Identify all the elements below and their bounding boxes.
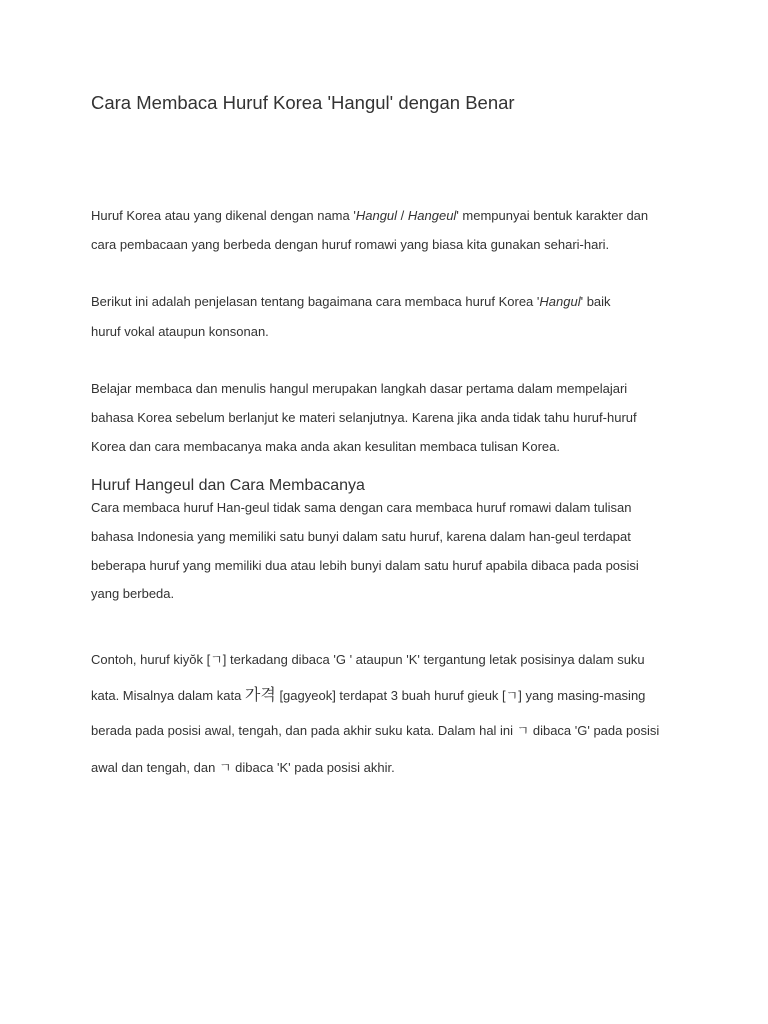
paragraph-5-line-3 (91, 720, 659, 739)
korean-glyph: ㄱ (505, 689, 519, 704)
korean-glyph: ㄱ (516, 724, 530, 739)
paragraph-3-line-2: bahasa Korea sebelum berlanjut ke materi selanjutnya. Karena jika anda tidak tahu huruf-huruf (91, 410, 637, 425)
italic-text: Hangeul (407, 208, 457, 223)
text-run: dibaca 'G' pada posisi (529, 723, 660, 738)
text-run: Huruf Korea atau yang dikenal dengan nama ' (91, 208, 356, 223)
paragraph-5-line-2 (91, 682, 645, 705)
paragraph-3-line-1: Belajar membaca dan menulis hangul merupakan langkah dasar pertama dalam mempelajari (91, 381, 628, 396)
paragraph-3-line-3: Korea dan cara membacanya maka anda akan kesulitan membaca tulisan Korea. (91, 439, 560, 454)
korean-word: 가격 (244, 685, 276, 704)
text-run: berada pada posisi awal, tengah, dan pada akhir suku kata. Dalam hal ini (91, 723, 517, 738)
text-run: Berikut ini adalah penjelasan tentang bagaimana cara membaca huruf Korea ' (91, 294, 540, 309)
document-title: Cara Membaca Huruf Korea 'Hangul' dengan Benar (91, 92, 515, 113)
text-run: ] terkadang dibaca 'G ' ataupun 'K' tergantung letak posisinya dalam suku (222, 652, 645, 667)
text-run: ' mempunyai bentuk karakter dan (456, 208, 649, 223)
paragraph-2-line-1 (91, 294, 611, 309)
text-run: / (397, 208, 408, 223)
korean-glyph: ㄱ (210, 653, 223, 668)
paragraph-4-line-3: beberapa huruf yang memiliki dua atau lebih bunyi dalam satu huruf apabila dibaca pada posisi (91, 558, 639, 573)
paragraph-1-line-1 (91, 208, 648, 223)
text-run: kata. Misalnya dalam kata (91, 688, 245, 703)
paragraph-1-line-2: cara pembacaan yang berbeda dengan huruf romawi yang biasa kita gunakan sehari-hari. (91, 237, 610, 252)
italic-text: Hangul (355, 208, 398, 223)
paragraph-5-line-1 (91, 649, 645, 668)
text-run: dibaca 'K' pada posisi akhir. (231, 760, 395, 775)
text-run: awal dan tengah, dan (91, 760, 219, 775)
paragraph-4-line-4: yang berbeda. (91, 586, 175, 601)
korean-glyph: ㄱ (218, 761, 232, 776)
paragraph-4-line-1: Cara membaca huruf Han-geul tidak sama dengan cara membaca huruf romawi dalam tulisan (91, 500, 632, 515)
section-heading: Huruf Hangeul dan Cara Membacanya (91, 477, 365, 494)
text-run: [gagyeok] terdapat 3 buah huruf gieuk [ (275, 688, 506, 703)
italic-text: Hangul (539, 294, 581, 309)
text-run: ] yang masing-masing (518, 688, 646, 703)
paragraph-2-line-2: huruf vokal ataupun konsonan. (91, 324, 269, 339)
text-run: Contoh, huruf kiyŏk [ (91, 652, 211, 667)
text-run: ' baik (580, 294, 611, 309)
paragraph-4-line-2: bahasa Indonesia yang memiliki satu bunyi dalam satu huruf, karena dalam han-geul terdapat (91, 529, 631, 544)
paragraph-5-line-4 (91, 757, 395, 776)
